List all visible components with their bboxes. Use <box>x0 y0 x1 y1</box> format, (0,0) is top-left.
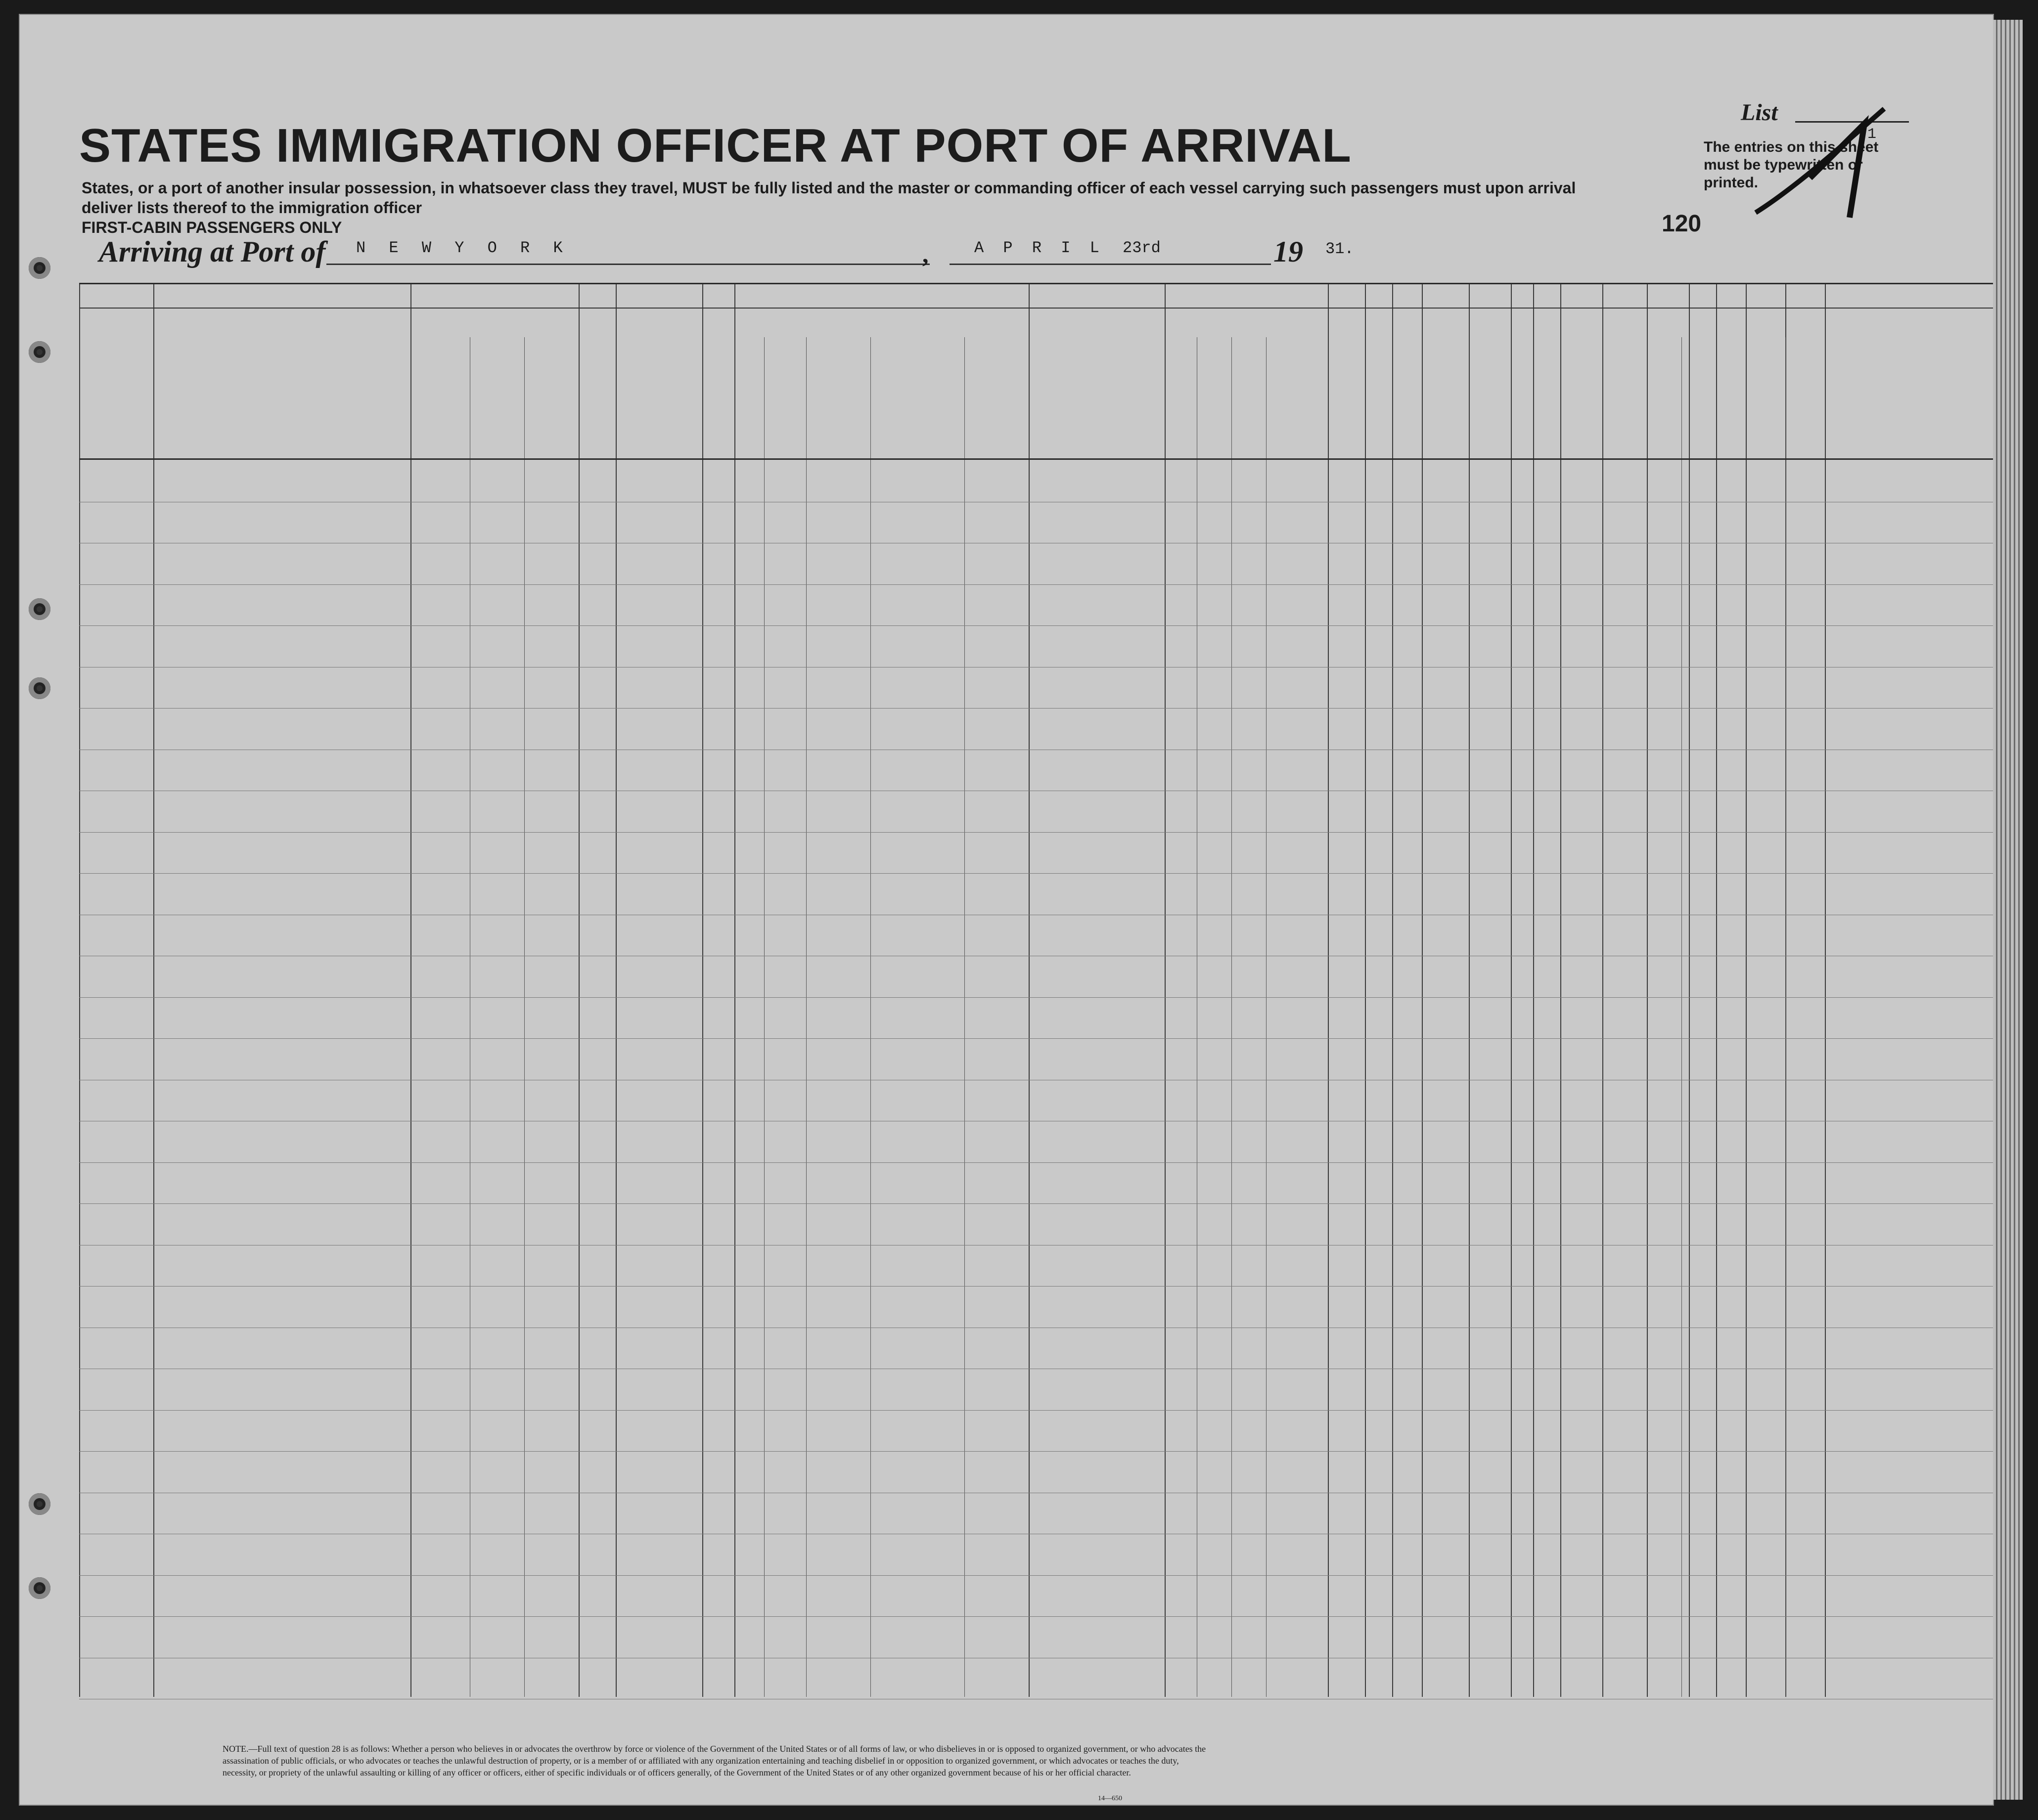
column-rule <box>1469 283 1470 1697</box>
binder-hole-icon <box>29 677 50 699</box>
month-value: A P R I L <box>974 239 1104 257</box>
manifest-sheet <box>20 15 1993 1805</box>
row-rule <box>79 1451 1993 1452</box>
footnote: NOTE.—Full text of question 28 is as follows: Whether a person who believes in or advocates the overthrow by force or violence of the Government of the United States or of all forms of law, or who disbelieves in or is opposed to organized government, or who advocates the assassination of public officials, or who advocates or teaches the unlawful destruction of property, or is a member of or affiliated with any organization entertaining and teaching disbelief in or opposition to organized government, or which advocates or teaches the duty, necessity, or propriety of the unlawful assaulting or killing of any officer or officers, either of specific individuals or of officers generally, of the Government of the United States or of any other organized government because of his or her official character. <box>223 1744 1206 1777</box>
subcolumn-rule <box>964 337 965 1697</box>
column-rule <box>1533 283 1534 1697</box>
manifest-table <box>79 283 1993 1746</box>
page-number: 120 <box>1662 211 1702 237</box>
row-rule <box>79 1616 1993 1617</box>
subtitle-cabin: FIRST-CABIN PASSENGERS ONLY <box>82 219 342 236</box>
port-value: N E W Y O R K <box>356 239 570 257</box>
row-rule <box>79 1410 1993 1411</box>
comma-separator: , <box>922 240 929 268</box>
column-rule <box>1716 283 1717 1697</box>
column-rule <box>1365 283 1366 1697</box>
page-title: STATES IMMIGRATION OFFICER AT PORT OF ARRIVAL <box>79 119 1352 172</box>
handwritten-slash-mark <box>1736 104 1894 232</box>
column-rule <box>79 283 80 1697</box>
binder-hole-icon <box>29 257 50 279</box>
row-rule <box>79 584 1993 585</box>
row-rule <box>79 873 1993 874</box>
column-rule <box>1328 283 1329 1697</box>
arriving-label: Arriving at Port of <box>99 235 326 268</box>
subcolumn-rule <box>1231 337 1232 1697</box>
row-rule <box>79 997 1993 998</box>
binder-hole-icon <box>29 341 50 363</box>
column-rule <box>1511 283 1512 1697</box>
day-value: 23rd <box>1123 239 1161 257</box>
column-rule <box>1560 283 1561 1697</box>
date-underline <box>950 264 1271 265</box>
column-rule <box>1392 283 1393 1697</box>
column-rule <box>1746 283 1747 1697</box>
subcolumn-rule <box>870 337 871 1697</box>
subcolumn-rule <box>806 337 807 1697</box>
arrival-row <box>99 235 1780 269</box>
subcolumn-rule <box>1266 337 1267 1697</box>
column-rule <box>1422 283 1423 1697</box>
subcolumn-rule <box>1681 337 1682 1697</box>
subcolumn-rule <box>764 337 765 1697</box>
typewriter-note: The entries on this sheet must be typewritten or printed. <box>1704 139 1879 191</box>
row-rule <box>79 1203 1993 1204</box>
column-rule <box>734 283 735 1697</box>
list-label: List <box>1741 99 1778 126</box>
subtitle-line: States, or a port of another insular possession, in whatsoever class they travel, MUST be fully listed and the master or commanding officer of each vessel carrying such passengers must upon arrival deliver lists thereof to the immigration officer <box>82 179 1576 217</box>
list-number: - 1 <box>1850 126 1877 143</box>
column-rule <box>1825 283 1826 1697</box>
column-rule <box>1029 283 1030 1697</box>
column-rule <box>1689 283 1690 1697</box>
header-rule <box>79 308 1993 309</box>
column-rule <box>153 283 154 1697</box>
column-rule <box>1647 283 1648 1697</box>
row-rule <box>79 708 1993 709</box>
row-rule <box>79 1162 1993 1163</box>
stacked-page-edges <box>1993 20 2023 1800</box>
row-rule <box>79 832 1993 833</box>
column-rule <box>616 283 617 1697</box>
column-rule <box>579 283 580 1697</box>
subtitle <box>82 178 1615 237</box>
top-rule <box>79 283 1993 284</box>
port-underline <box>326 264 930 265</box>
binder-hole-icon <box>29 598 50 620</box>
binder-hole-icon <box>29 1577 50 1599</box>
header-bottom-rule <box>79 458 1993 460</box>
row-rule <box>79 1038 1993 1039</box>
subcolumn-rule <box>524 337 525 1697</box>
row-rule <box>79 625 1993 626</box>
subcolumn-rule <box>1785 337 1786 1697</box>
row-rule <box>79 1575 1993 1576</box>
binder-hole-icon <box>29 1493 50 1515</box>
row-rule <box>79 1286 1993 1287</box>
column-rule <box>1165 283 1166 1697</box>
year-prefix: 19 <box>1273 235 1303 268</box>
column-rule <box>410 283 411 1697</box>
column-rule <box>702 283 703 1697</box>
column-rule <box>1602 283 1603 1697</box>
year-suffix: 31. <box>1325 240 1354 258</box>
form-code: 14—650 <box>1098 1795 1122 1802</box>
